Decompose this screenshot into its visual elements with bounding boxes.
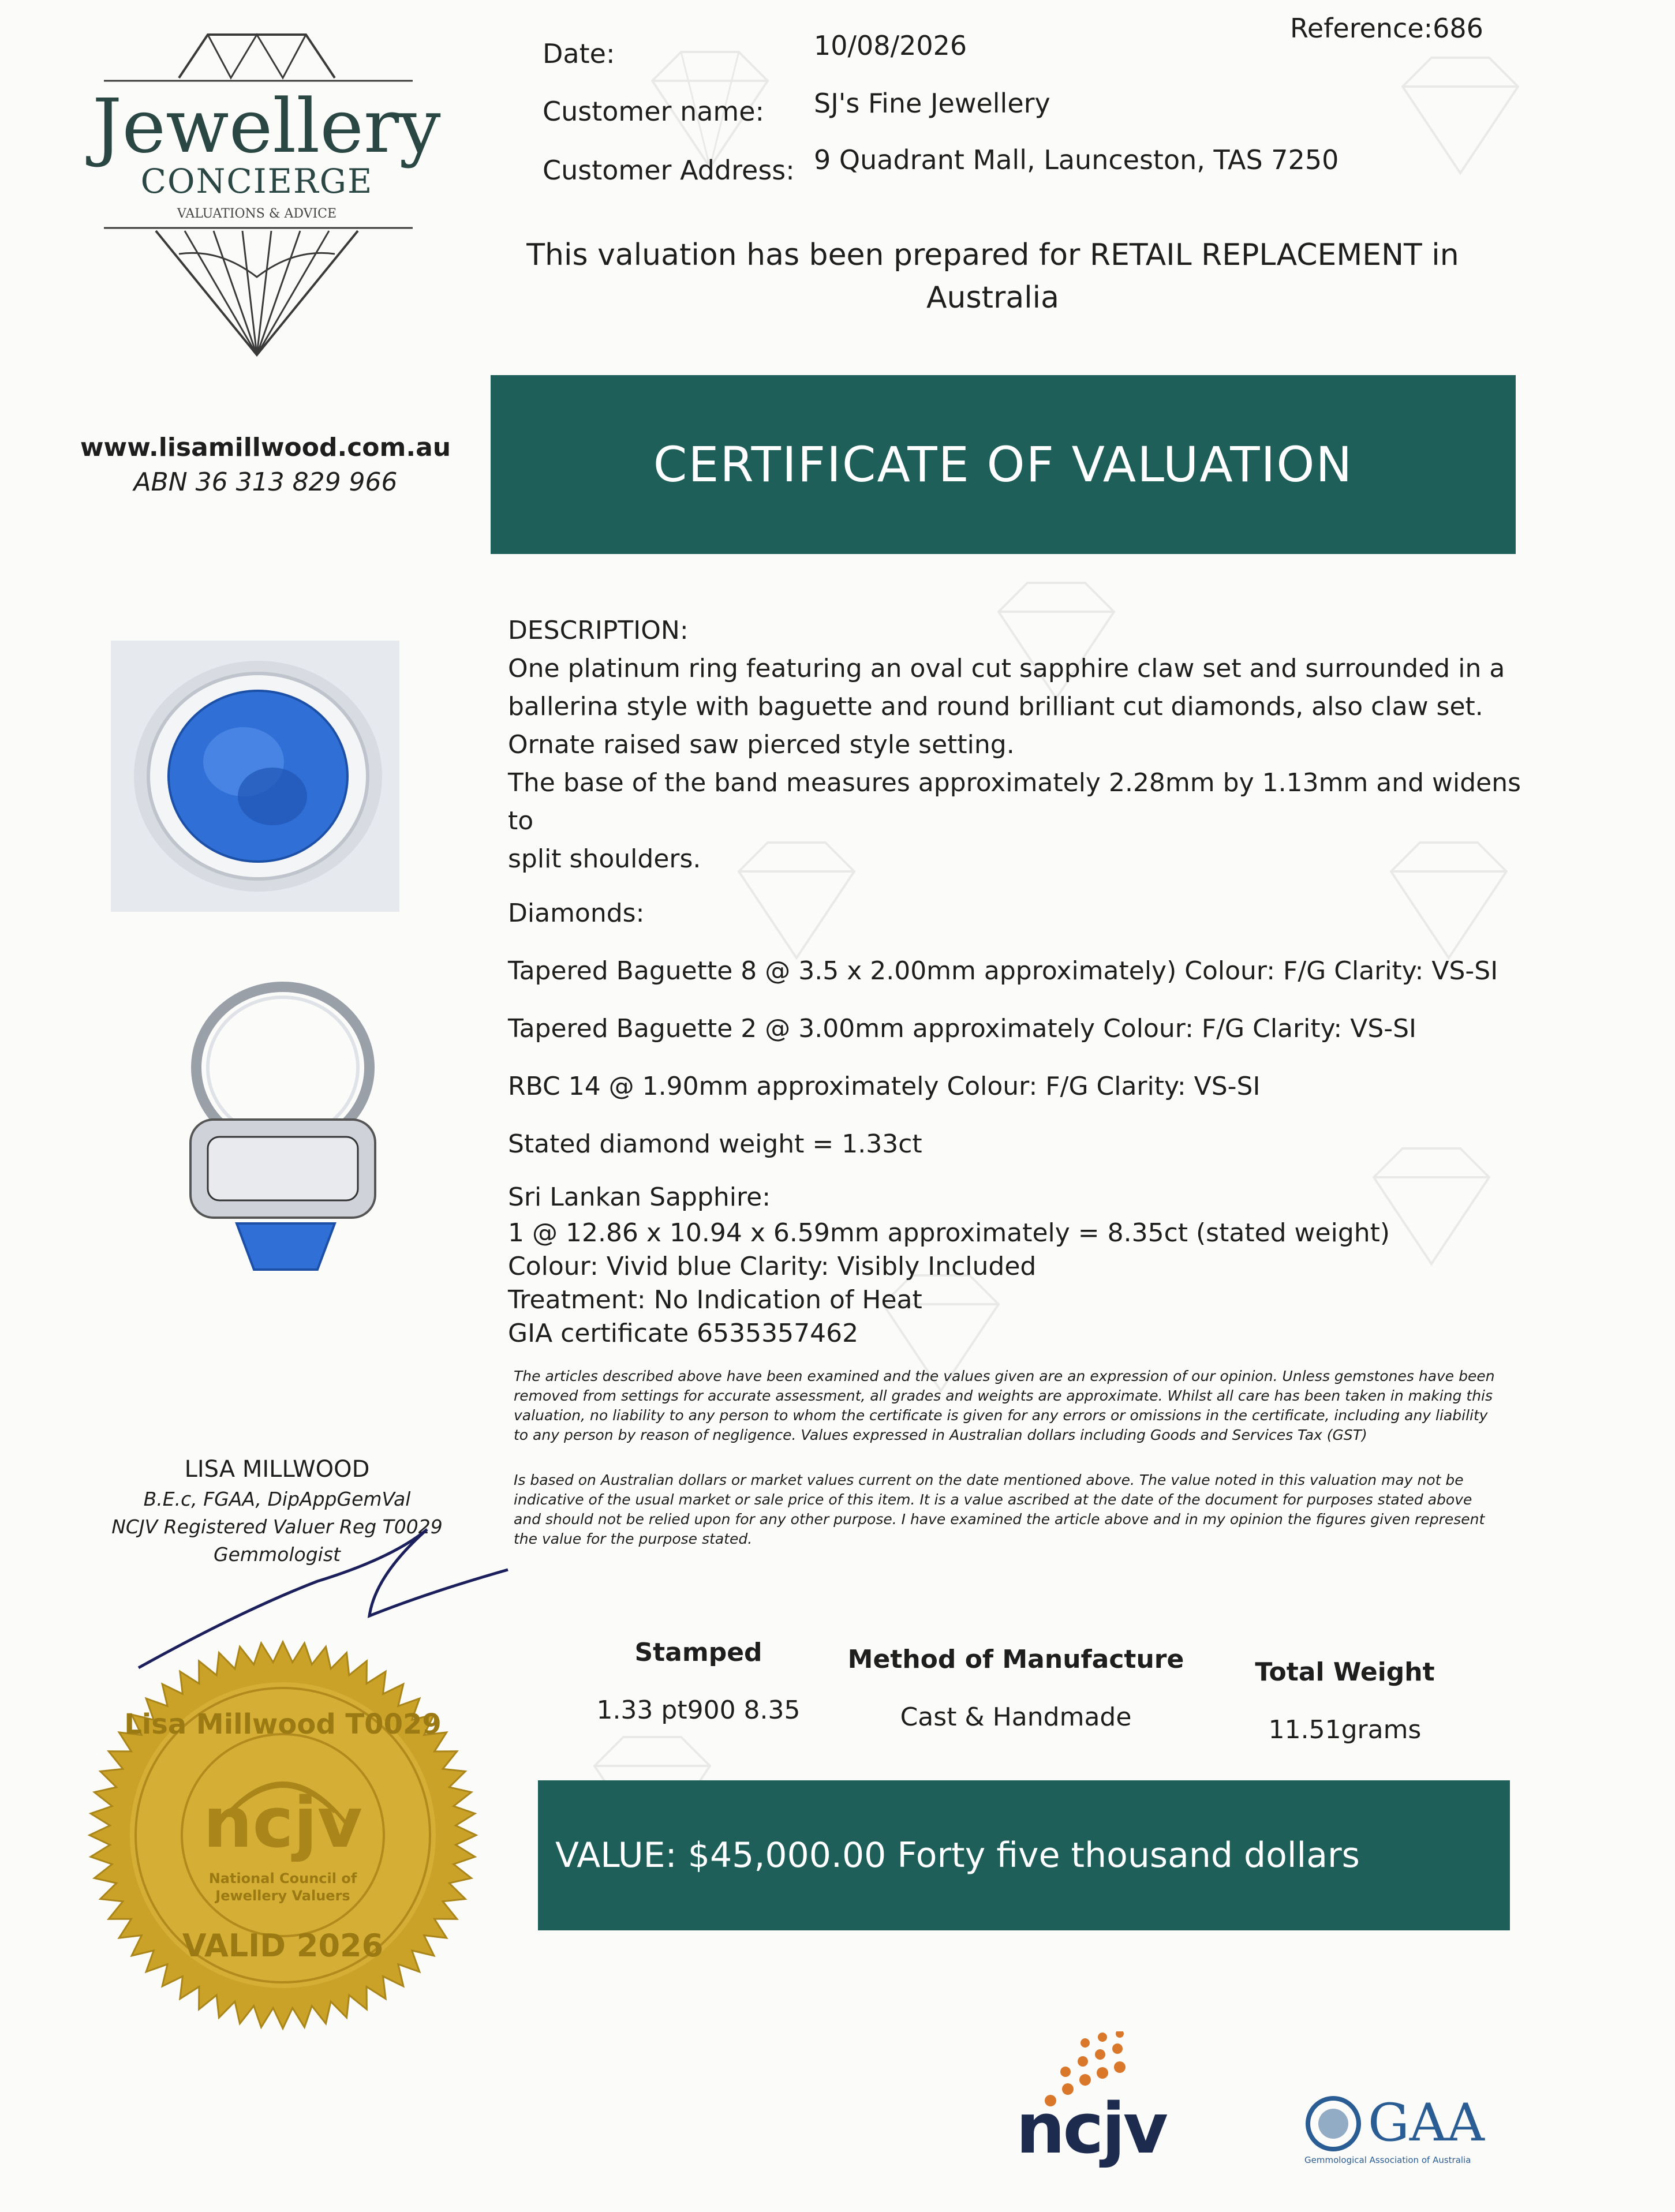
- sapphire-line: 1 @ 12.86 x 10.94 x 6.59mm approximately = 8.35ct (stated weight): [508, 1218, 1390, 1248]
- valuation-purpose: [491, 234, 1495, 319]
- logo-tagline: VALUATIONS & ADVICE: [177, 207, 337, 221]
- seal-bottom-text: VALID 2026: [182, 1927, 384, 1964]
- gaa-logo-text: GAA: [1368, 2093, 1485, 2153]
- seal-center-text: ncjv: [203, 1783, 362, 1863]
- ring-photo-side: [167, 981, 398, 1281]
- details-header-manufacture: Method of Manufacture: [847, 1645, 1184, 1674]
- description-line: The base of the band measures approximately 2.28mm by 1.13mm and widens to: [508, 768, 1521, 836]
- diamond-line: Tapered Baguette 2 @ 3.00mm approximately Colour: F/G Clarity: VS-SI: [508, 1014, 1417, 1043]
- valuation-amount: VALUE: $45,000.00 Forty five thousand dollars: [555, 1835, 1360, 1876]
- brand-abn: ABN 36 313 829 966: [133, 467, 398, 497]
- diamond-weight: Stated diamond weight = 1.33ct: [508, 1129, 922, 1159]
- description-line: split shoulders.: [508, 844, 701, 874]
- ncjv-seal: [87, 1639, 479, 2031]
- logo-subword: CONCIERGE: [140, 162, 373, 201]
- seal-sub-text: National Council of Jewellery Valuers: [208, 1870, 357, 1904]
- disclaimer-paragraph-1: The articles described above have been examined and the values given are an expression of our opinion. Unless gemstones have been removed from settings for accurate assessment, all grades and weights are approximate. Whilst all care has been taken in making this valuation, no liability to any person to whom the certificate is given for any errors or omissions in the certificate, including any liability to any person by reason of negligence. Values expressed in Australian dollars including Goods and Services Tax (GST): [514, 1368, 1495, 1443]
- details-value-manufacture: Cast & Handmade: [900, 1702, 1132, 1732]
- valuation-purpose-line1: This valuation has been prepared for RETAIL REPLACEMENT in: [526, 238, 1459, 272]
- details-header-weight: Total Weight: [1255, 1657, 1435, 1687]
- sapphire-ring-side-icon: [167, 981, 398, 1281]
- sapphire-ring-top-icon: [111, 641, 399, 912]
- description-heading: DESCRIPTION:: [508, 616, 689, 645]
- brand-logo: [92, 23, 441, 358]
- sapphire-line: Colour: Vivid blue Clarity: Visibly Included: [508, 1252, 1037, 1281]
- ncjv-logo: [1016, 2031, 1212, 2170]
- disclaimer-paragraph-2: Is based on Australian dollars or market values current on the date mentioned above. The value noted in this valuation may not be indicative of the usual market or sale price of this item. It is a value ascribed at the date of the document for purposes stated above and should not be relied upon for any other purpose. I have examined the article above and in my opinion the figures given represent the value for the purpose stated.: [514, 1472, 1485, 1547]
- diamond-line: Tapered Baguette 8 @ 3.5 x 2.00mm approximately) Colour: F/G Clarity: VS-SI: [508, 956, 1498, 986]
- sapphire-line: Treatment: No Indication of Heat: [508, 1285, 922, 1315]
- customer-name-label: Customer name:: [543, 96, 765, 127]
- valuer-name: LISA MILLWOOD: [184, 1456, 370, 1483]
- description-line: One platinum ring featuring an oval cut sapphire claw set and surrounded in a: [508, 654, 1505, 683]
- date-label: Date:: [543, 38, 615, 69]
- details-value-weight: 11.51grams: [1268, 1715, 1422, 1745]
- valuer-registration: NCJV Registered Valuer Reg T0029: [111, 1515, 443, 1538]
- description-line: ballerina style with baguette and round brilliant cut diamonds, also claw set.: [508, 692, 1483, 721]
- description-section: [508, 612, 1524, 1350]
- date-value: 10/08/2026: [814, 30, 967, 61]
- diamonds-heading: Diamonds:: [508, 899, 645, 928]
- description-line: Ornate raised saw pierced style setting.: [508, 730, 1015, 759]
- gaa-emblem-icon: [1304, 2095, 1362, 2153]
- sapphire-line: GIA certificate 6535357462: [508, 1319, 859, 1348]
- diamond-line: RBC 14 @ 1.90mm approximately Colour: F/G Clarity: VS-SI: [508, 1072, 1261, 1101]
- logo-wordmark: Jewellery: [92, 84, 441, 170]
- certificate-title: CERTIFICATE OF VALUATION: [653, 436, 1354, 493]
- customer-address-label: Customer Address:: [543, 155, 795, 186]
- seal-ring-text: Lisa Millwood T0029: [124, 1708, 442, 1741]
- gaa-logo-subtext: Gemmological Association of Australia: [1304, 2155, 1471, 2165]
- details-header-stamped: Stamped: [634, 1638, 762, 1667]
- valuation-purpose-line2: Australia: [926, 280, 1059, 315]
- sapphire-heading: Sri Lankan Sapphire:: [508, 1182, 771, 1212]
- customer-name-value: SJ's Fine Jewellery: [814, 88, 1050, 119]
- ncjv-logo-text: ncjv: [1016, 2089, 1166, 2169]
- customer-address-value: 9 Quadrant Mall, Launceston, TAS 7250: [814, 144, 1339, 175]
- details-value-stamped: 1.33 pt900 8.35: [596, 1696, 801, 1725]
- reference-number: Reference:686: [1290, 13, 1483, 44]
- gaa-logo: [1304, 2095, 1547, 2170]
- brand-website: www.lisamillwood.com.au: [80, 433, 451, 462]
- diamond-watermark-icon: [1385, 52, 1535, 179]
- ring-photo-top: [111, 641, 399, 912]
- certificate-title-band: [491, 375, 1516, 554]
- value-band: [538, 1780, 1510, 1930]
- valuer-qualifications: B.E.c, FGAA, DipAppGemVal: [143, 1488, 411, 1510]
- valuer-role: Gemmologist: [214, 1543, 341, 1566]
